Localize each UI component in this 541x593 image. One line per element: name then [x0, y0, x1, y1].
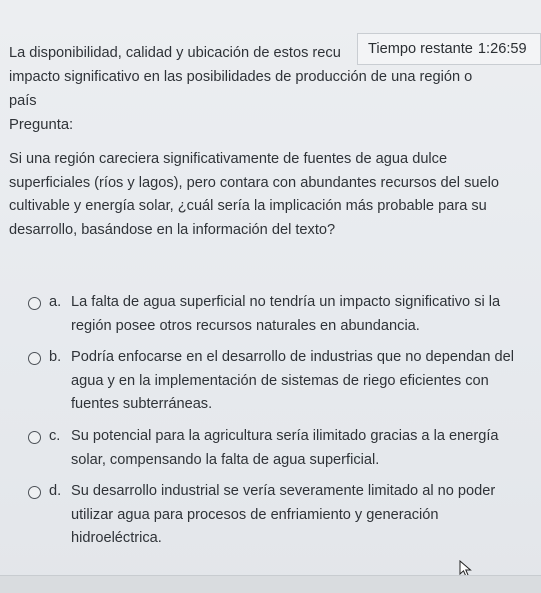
radio-button-d[interactable] — [28, 486, 41, 499]
answer-option-c[interactable] — [28, 425, 533, 472]
radio-button-b[interactable] — [28, 352, 41, 365]
option-text: Su desarrollo industrial se vería severamente limitado al no poder utilizar agua para procesos de enfriamiento y generación hidroeléctrica. — [71, 483, 496, 547]
passage-line: país — [9, 93, 37, 109]
answer-option-a[interactable] — [28, 291, 533, 338]
question-label: Pregunta: — [9, 117, 74, 133]
option-letter: d. — [49, 483, 62, 499]
radio-button-a[interactable] — [28, 297, 41, 310]
option-text: La falta de agua superficial no tendría un impacto significativo si la región posee otros recursos naturales en abundancia. — [71, 294, 501, 334]
question-text: Si una región careciera significativamente de fuentes de agua dulce superficiales (ríos y lagos), pero contara con abundantes recursos del suelo cultivable y energía solar, ¿cuál sería la implicación más probable para su desarrollo, basándose en la información del texto? — [9, 151, 499, 238]
option-letter: c. — [49, 428, 61, 444]
passage-line: La disponibilidad, calidad y ubicación de estos recu — [9, 45, 341, 61]
bottom-bar — [0, 575, 541, 593]
option-text: Podría enfocarse en el desarrollo de industrias que no dependan del agua y en la implementación de sistemas de riego eficientes con fuentes subterráneas. — [71, 349, 514, 413]
time-remaining-value: 1:26:59 — [477, 41, 527, 57]
answer-option-b[interactable] — [28, 346, 533, 417]
option-letter: a. — [49, 294, 62, 310]
answer-option-d[interactable] — [28, 480, 533, 551]
option-letter: b. — [49, 349, 62, 365]
radio-button-c[interactable] — [28, 431, 41, 444]
time-remaining-label: Tiempo restante — [368, 41, 473, 57]
time-remaining-box — [357, 33, 541, 65]
passage-line: impacto significativo en las posibilidades de producción de una región o — [9, 69, 473, 85]
option-text: Su potencial para la agricultura sería ilimitado gracias a la energía solar, compensando la falta de agua superficial. — [71, 428, 499, 468]
